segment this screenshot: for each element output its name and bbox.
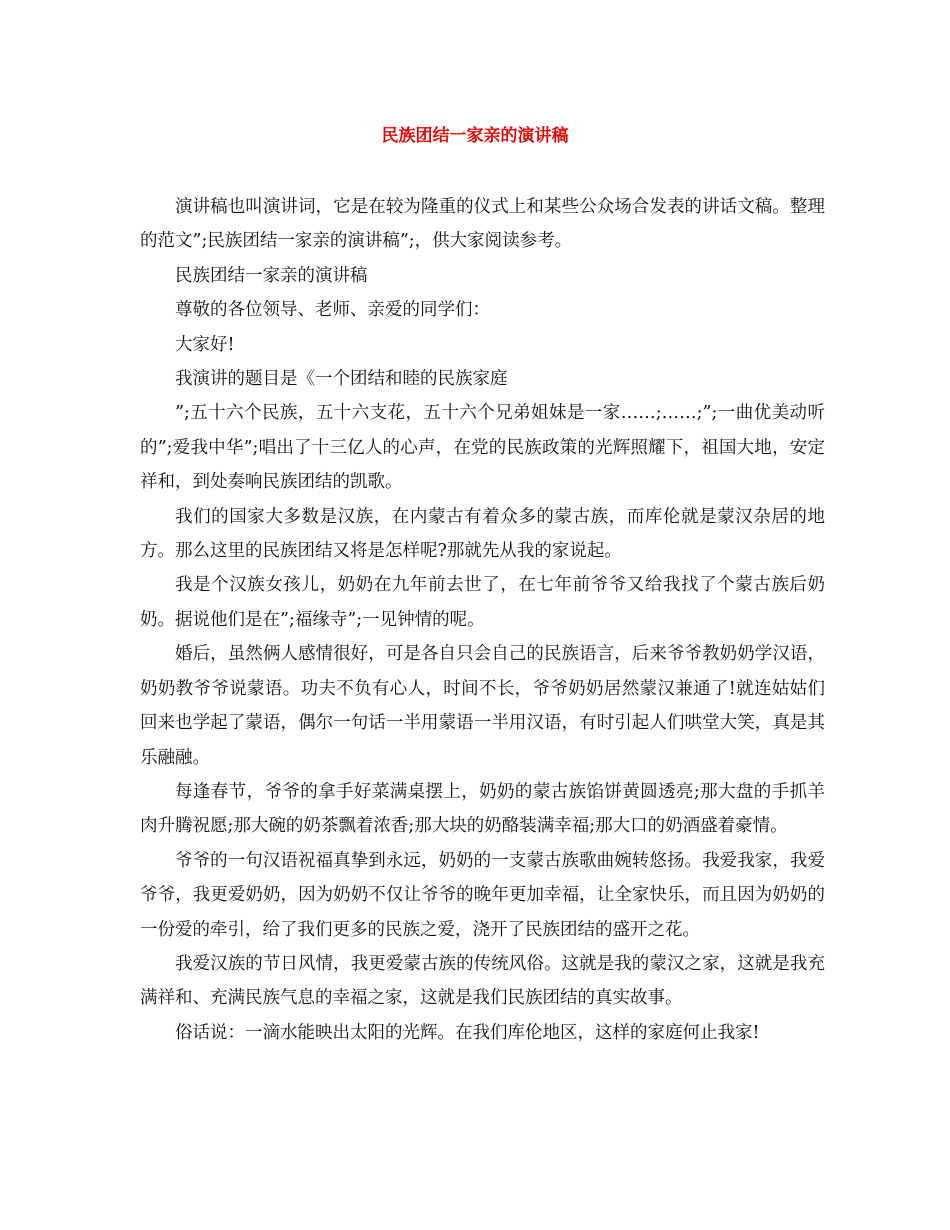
- paragraph-body: 每逢春节，爷爷的拿手好菜满桌摆上，奶奶的蒙古族馅饼黄圆透亮;那大盘的手抓羊肉升腾祝愿;那大碗的奶茶飘着浓香;那大块的奶酪装满幸福;那大口的奶酒盛着豪情。: [140, 781, 825, 837]
- paragraph-body: 俗话说：一滴水能映出太阳的光辉。在我们库伦地区，这样的家庭何止我家!: [175, 1022, 760, 1043]
- paragraph-body: 我们的国家大多数是汉族，在内蒙古有着众多的蒙古族，而库伦就是蒙汉杂居的地方。那么这里的民族团结又将是怎样呢?那就先从我的家说起。: [140, 506, 825, 562]
- document-body: [140, 190, 825, 1050]
- paragraph-salutation: 尊敬的各位领导、老师、亲爱的同学们：: [175, 300, 490, 321]
- paragraph-greeting: 大家好!: [175, 334, 235, 355]
- paragraph-topic: 我演讲的题目是《一个团结和睦的民族家庭: [175, 369, 508, 390]
- paragraph-body: 婚后，虽然俩人感情很好，可是各自只会自己的民族语言，后来爷爷教奶奶学汉语，奶奶教爷爷说蒙语。功夫不负有心人，时间不长，爷爷奶奶居然蒙汉兼通了!就连姑姑们回来也学起了蒙语，偶尔一句话一半用蒙语一半用汉语，有时引起人们哄堂大笑，真是其乐融融。: [140, 644, 825, 768]
- document-title: 民族团结一家亲的演讲稿: [381, 126, 569, 146]
- paragraph-body: 我是个汉族女孩儿，奶奶在九年前去世了，在七年前爷爷又给我找了个蒙古族后奶奶。据说他们是在”;福缘寺”;一见钟情的呢。: [140, 575, 825, 630]
- paragraph-heading: 民族团结一家亲的演讲稿: [175, 265, 368, 286]
- paragraph-body: 我爱汉族的节日风情，我更爱蒙古族的传统风俗。这就是我的蒙汉之家，这就是我充满祥和、充满民族气息的幸福之家，这就是我们民族团结的真实故事。: [140, 953, 825, 1009]
- paragraph-body: ”;五十六个民族，五十六支花，五十六个兄弟姐妹是一家……;……;”;一曲优美动听的”;爱我中华”;唱出了十三亿人的心声，在党的民族政策的光辉照耀下，祖国大地，安定祥和，到处奏响民族团结的凯歌。: [140, 403, 825, 493]
- paragraph-body: 爷爷的一句汉语祝福真挚到永远，奶奶的一支蒙古族歌曲婉转悠扬。我爱我家，我爱爷爷，我更爱奶奶，因为奶奶不仅让爷爷的晚年更加幸福，让全家快乐，而且因为奶奶的一份爱的牵引，给了我们更多的民族之爱，浇开了民族团结的盛开之花。: [140, 850, 825, 940]
- paragraph-intro: 演讲稿也叫演讲词，它是在较为隆重的仪式上和某些公众场合发表的讲话文稿。整理的范文”;民族团结一家亲的演讲稿”;，供大家阅读参考。: [140, 197, 825, 252]
